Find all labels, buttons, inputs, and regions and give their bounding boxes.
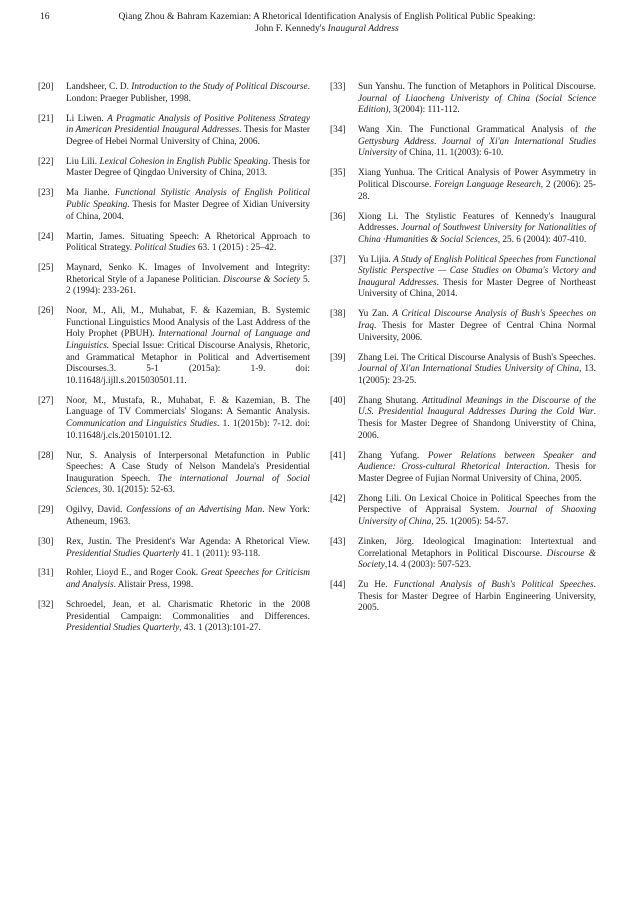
reference-title-italic: The international Journal of Social Sciences bbox=[66, 473, 311, 496]
reference-text bbox=[66, 505, 310, 527]
reference-entry bbox=[330, 125, 596, 160]
reference-number: [27] bbox=[38, 395, 54, 406]
reference-title-italic: Presidential Studies Quarterly bbox=[66, 623, 180, 634]
reference-number: [39] bbox=[330, 352, 346, 363]
reference-text-segment: of China, 11. 1(2003): 6-10. bbox=[396, 148, 504, 159]
reference-text bbox=[66, 263, 310, 296]
reference-text bbox=[66, 157, 310, 179]
reference-text bbox=[66, 306, 310, 386]
reference-title-italic: Discourse & Society bbox=[223, 274, 301, 285]
reference-entry bbox=[38, 188, 310, 223]
reference-number: [31] bbox=[38, 568, 54, 579]
reference-text-segment: . Alistair Press, 1998. bbox=[113, 580, 194, 591]
reference-text bbox=[66, 232, 310, 254]
reference-text-segment: Zhang Shutang. bbox=[358, 395, 423, 406]
reference-text bbox=[358, 255, 596, 300]
reference-text bbox=[66, 451, 310, 496]
reference-text-segment: Zhang Yufang. bbox=[358, 450, 428, 461]
reference-title-italic: Political Studies bbox=[134, 243, 196, 254]
reference-entry bbox=[330, 451, 596, 486]
reference-text-segment: Martin, James. Situating Speech: A Rhetorical Approach to Political Strategy. bbox=[66, 231, 310, 254]
reference-text-segment: Wang Xin. The Functional Grammatical Analysis of bbox=[358, 125, 585, 136]
reference-text-segment: . Thesis for Master Degree of Northeast University of China, 2014. bbox=[358, 277, 596, 300]
running-title bbox=[40, 11, 600, 35]
reference-title-italic: Journal of Xi'an International Studies University bbox=[358, 136, 596, 159]
reference-text bbox=[358, 451, 596, 484]
reference-entry bbox=[330, 309, 596, 344]
reference-number: [44] bbox=[330, 580, 346, 591]
reference-column-right bbox=[330, 82, 596, 623]
reference-entry bbox=[330, 168, 596, 203]
reference-text bbox=[358, 82, 596, 115]
reference-entry bbox=[330, 396, 596, 442]
reference-text-segment: . Thesis for Master Degree of Central China Normal University, 2006. bbox=[358, 321, 596, 343]
reference-number: [25] bbox=[38, 263, 54, 274]
reference-title-italic: Communication and Linguistics Studies bbox=[66, 418, 217, 429]
reference-text bbox=[358, 125, 596, 158]
reference-number: [43] bbox=[330, 536, 346, 547]
reference-number: [32] bbox=[38, 600, 54, 611]
reference-text bbox=[66, 537, 310, 559]
reference-text bbox=[66, 188, 310, 221]
reference-text-segment: . Thesis for Master Degree of Qingdao University of China, 2013. bbox=[66, 156, 311, 179]
reference-text bbox=[358, 396, 596, 441]
reference-entry bbox=[330, 580, 596, 615]
reference-number: [22] bbox=[38, 156, 54, 167]
reference-number: [41] bbox=[330, 450, 346, 461]
reference-text-segment: . London: Praeger Publisher, 1998. bbox=[66, 82, 310, 104]
reference-entry bbox=[38, 600, 310, 635]
running-title-line2-plain: John F. Kennedy's bbox=[255, 23, 328, 34]
reference-entry bbox=[38, 263, 310, 298]
reference-number: [20] bbox=[38, 82, 54, 92]
reference-title-italic: Great Speeches for Criticism and Analysis bbox=[66, 568, 310, 591]
running-title-line2 bbox=[54, 23, 600, 35]
reference-number: [28] bbox=[38, 450, 54, 461]
page-number: 16 bbox=[40, 11, 50, 22]
running-title-line1: Qiang Zhou & Bahram Kazemian: A Rhetorical Identification Analysis of English Political Public Speaking: bbox=[118, 11, 536, 22]
reference-text-segment: Rohler, Lioyd E., and Roger Cook. bbox=[66, 568, 201, 579]
reference-title-italic: Journal of Liaocheng Univeristy of China (Social Science Edition) bbox=[358, 93, 596, 116]
reference-text bbox=[358, 537, 596, 570]
reference-entry bbox=[330, 537, 596, 572]
reference-text-segment: Noor, M., Mustafa, R., Muhabat, F. & Kazemian, B. The Language of TV Commercials' Slogans: A Semantic Analysis. bbox=[66, 395, 310, 418]
reference-entry bbox=[38, 232, 310, 255]
reference-entry bbox=[330, 255, 596, 301]
reference-column-left bbox=[38, 82, 310, 643]
reference-text bbox=[358, 309, 596, 342]
reference-number: [36] bbox=[330, 211, 346, 222]
reference-number: [26] bbox=[38, 306, 54, 317]
reference-title-italic: Lexical Cohesion in English Public Speaking bbox=[99, 156, 268, 167]
reference-text bbox=[66, 568, 310, 590]
reference-number: [21] bbox=[38, 113, 54, 124]
reference-entry bbox=[38, 157, 310, 180]
reference-number: [34] bbox=[330, 125, 346, 136]
reference-title-italic: Journal of Shaoxing University of China bbox=[358, 505, 596, 527]
reference-title-italic: Introduction to the Study of Political Discourse bbox=[131, 82, 308, 92]
reference-text-segment: Ogilvy, David. bbox=[66, 505, 127, 516]
reference-text-segment: Yu Zan. bbox=[358, 309, 393, 320]
reference-title-italic: Journal of Xi'an International Studies University of China bbox=[358, 364, 580, 375]
reference-text bbox=[358, 580, 596, 613]
reference-text-segment: . Thesis for Master Degree of Harbin Engineering University, 2005. bbox=[358, 580, 596, 614]
reference-title-italic: A Study of English Political Speeches from Functional Stylistic Perspective — Case Studies on Obama's Victory and Inaugural Addresses bbox=[358, 254, 596, 288]
reference-title-italic: International Journal of Language and Linguistics. bbox=[66, 329, 310, 352]
reference-text-segment: 41. 1 (2011): 93-118. bbox=[179, 548, 261, 559]
reference-text-segment: Zhang Lei. The Critical Discourse Analysis of Bush's Speeches. bbox=[358, 352, 596, 363]
reference-title-italic: Confessions of an Advertising Man bbox=[126, 505, 263, 516]
reference-title-italic: A Pragmatic Analysis of Positive Politeness Strategy in American Presidential Inaugural Addresses bbox=[66, 113, 310, 136]
reference-number: [29] bbox=[38, 505, 54, 516]
reference-text-segment: Special Issue: Critical Discourse Analysis, Rhetoric, and Grammatical Metaphor in Political and Advertisement Discourses.3. 5-1 (2015a): 1-9. doi: 10.11648/j.ijll.s.2015030501.11. bbox=[66, 341, 310, 386]
reference-text bbox=[358, 494, 596, 527]
reference-text-segment: , 25. 1(2005): 54-57. bbox=[431, 516, 509, 527]
reference-text bbox=[66, 600, 310, 633]
reference-text-segment: , 25. 6 (2004): 407-410. bbox=[497, 234, 587, 245]
reference-text-segment: . bbox=[434, 136, 442, 147]
reference-text-segment: . Thesis for Master Degree of Fujian Normal University of China, 2005. bbox=[358, 462, 597, 484]
reference-title-italic: Attitudinal Meanings in the Discourse of the U.S. Presidential Inaugural Addresses During the Cold War bbox=[358, 395, 597, 418]
reference-title-italic: Functional Stylistic Analysis of English Political Public Speaking bbox=[66, 188, 310, 210]
reference-title-italic: A Critical Discourse Analysis of Bush's Speeches on Iraq bbox=[358, 309, 596, 332]
reference-entry bbox=[330, 353, 596, 388]
running-title-line2-italic: Inaugural Address bbox=[327, 23, 399, 34]
reference-text-segment: . Thesis for Master Degree of Shandong Universtity of China, 2006. bbox=[358, 407, 596, 441]
reference-number: [42] bbox=[330, 493, 346, 504]
reference-number: [30] bbox=[38, 536, 54, 547]
reference-entry bbox=[38, 396, 310, 442]
reference-text-segment: , 43. 1 (2013):101-27. bbox=[179, 623, 261, 634]
reference-text bbox=[358, 212, 596, 245]
reference-number: [38] bbox=[330, 309, 346, 320]
reference-text-segment: Liu Lili. bbox=[66, 156, 100, 167]
page-header bbox=[40, 11, 600, 35]
reference-text-segment: Schroedel, Jean, et al. Charismatic Rhetoric in the 2008 Presidential Campaign: Commonalities and Differences. bbox=[66, 600, 310, 622]
reference-number: [24] bbox=[38, 231, 54, 242]
reference-title-italic: Foreign Language Research bbox=[434, 179, 541, 190]
reference-text-segment: Ma Jianhe. bbox=[66, 188, 115, 199]
reference-text-segment: . Thesis for Master Degree of Xidian University of China, 2004. bbox=[66, 199, 310, 222]
reference-title-italic: Presidential Studies Quarterly bbox=[66, 548, 180, 559]
reference-number: [37] bbox=[330, 254, 346, 265]
reference-text-segment: Xiong Li. The Stylistic Features of Kennedy's Inaugural Addresses. bbox=[358, 211, 596, 234]
reference-text-segment: . New York: Atheneum, 1963. bbox=[66, 505, 310, 527]
reference-number: [35] bbox=[330, 168, 346, 179]
reference-number: [40] bbox=[330, 395, 346, 406]
reference-title-italic: Journal of Southwest University for Nationalities of China ·Humanities & Social Sciences bbox=[358, 223, 596, 245]
reference-text-segment: Xiang Yunhua. The Critical Analysis of Power Asymmetry in Political Discourse. bbox=[358, 168, 596, 190]
reference-text-segment: 5. 2 (1994): 233-261. bbox=[66, 274, 310, 297]
reference-text-segment: Zinken, Jörg. Ideological Imagination: Intertextual and Correlational Metaphors in Political Discourse. bbox=[358, 536, 596, 559]
reference-text-segment: Zu He. bbox=[358, 580, 394, 591]
reference-text-segment: . 1. 1(2015b): 7-12. doi: 10.11648/j.cls.20150101.12. bbox=[66, 418, 310, 441]
reference-text bbox=[66, 396, 310, 441]
reference-text-segment: Zhong Lili. On Lexical Choice in Political Speeches from the Perspective of Appraisal System. bbox=[358, 493, 596, 516]
reference-title-italic: Power Relations between Speaker and Audience: Cross-cultural Rhetorical Interaction bbox=[358, 450, 596, 473]
reference-text-segment: ,14. 4 (2003): 507-523. bbox=[384, 560, 472, 571]
reference-text-segment: Noor, M., Ali, M., Muhabat, F. & Kazemian, B. Systemic Functional Linguistics Mood Analysis of the Last Address of the Holy Prophet (PBUH). bbox=[66, 306, 310, 340]
reference-text-segment: , 3(2004): 111-112. bbox=[388, 105, 460, 116]
reference-title-italic: Functional Analysis of Bush's Political Speeches bbox=[393, 580, 594, 591]
reference-entry bbox=[38, 451, 310, 497]
reference-text-segment: . Thesis for Master Degree of Hebei Normal University of China, 2006. bbox=[66, 125, 311, 147]
reference-text bbox=[358, 168, 596, 201]
reference-text-segment: Landsheer, C. D. bbox=[66, 82, 132, 92]
reference-text bbox=[66, 82, 310, 104]
reference-text-segment: , 30. 1(2015): 52-63. bbox=[98, 485, 175, 496]
reference-title-italic: Discourse & Society bbox=[358, 548, 596, 571]
reference-text-segment: , 13. 1(2005): 23-25. bbox=[358, 364, 596, 386]
reference-text-segment: Sun Yanshu. The function of Metaphors in Political Discourse. bbox=[358, 82, 596, 92]
reference-text-segment: Maynard, Senko K. Images of Involvement and Integrity: Rhetorical Style of a Japanese Politician. bbox=[66, 263, 310, 285]
reference-entry bbox=[38, 537, 310, 560]
reference-entry bbox=[38, 82, 310, 105]
reference-text-segment: 63. 1 (2015) : 25–42. bbox=[195, 243, 277, 254]
reference-text-segment: Rex, Justin. The President's War Agenda: A Rhetorical View. bbox=[66, 536, 310, 547]
reference-entry bbox=[330, 212, 596, 247]
reference-entry bbox=[330, 82, 596, 117]
reference-entry bbox=[38, 306, 310, 387]
reference-text-segment: Li Liwen. bbox=[66, 113, 108, 124]
reference-text bbox=[358, 353, 596, 386]
reference-title-italic: the Gettysburg Address bbox=[358, 125, 596, 147]
reference-number: [33] bbox=[330, 82, 346, 92]
reference-entry bbox=[330, 494, 596, 529]
reference-entry bbox=[38, 505, 310, 528]
reference-text-segment: , 2 (2006): 25-28. bbox=[358, 179, 596, 202]
reference-text-segment: Yu Lijia. bbox=[358, 254, 394, 265]
reference-entry bbox=[38, 114, 310, 149]
reference-number: [23] bbox=[38, 188, 54, 199]
reference-text-segment: Nur, S. Analysis of Interpersonal Metafunction in Public Speeches: A Case Study of Nelson Mandela's Presidential Inauguration Speech. bbox=[66, 450, 310, 484]
reference-entry bbox=[38, 568, 310, 591]
reference-text bbox=[66, 114, 310, 147]
